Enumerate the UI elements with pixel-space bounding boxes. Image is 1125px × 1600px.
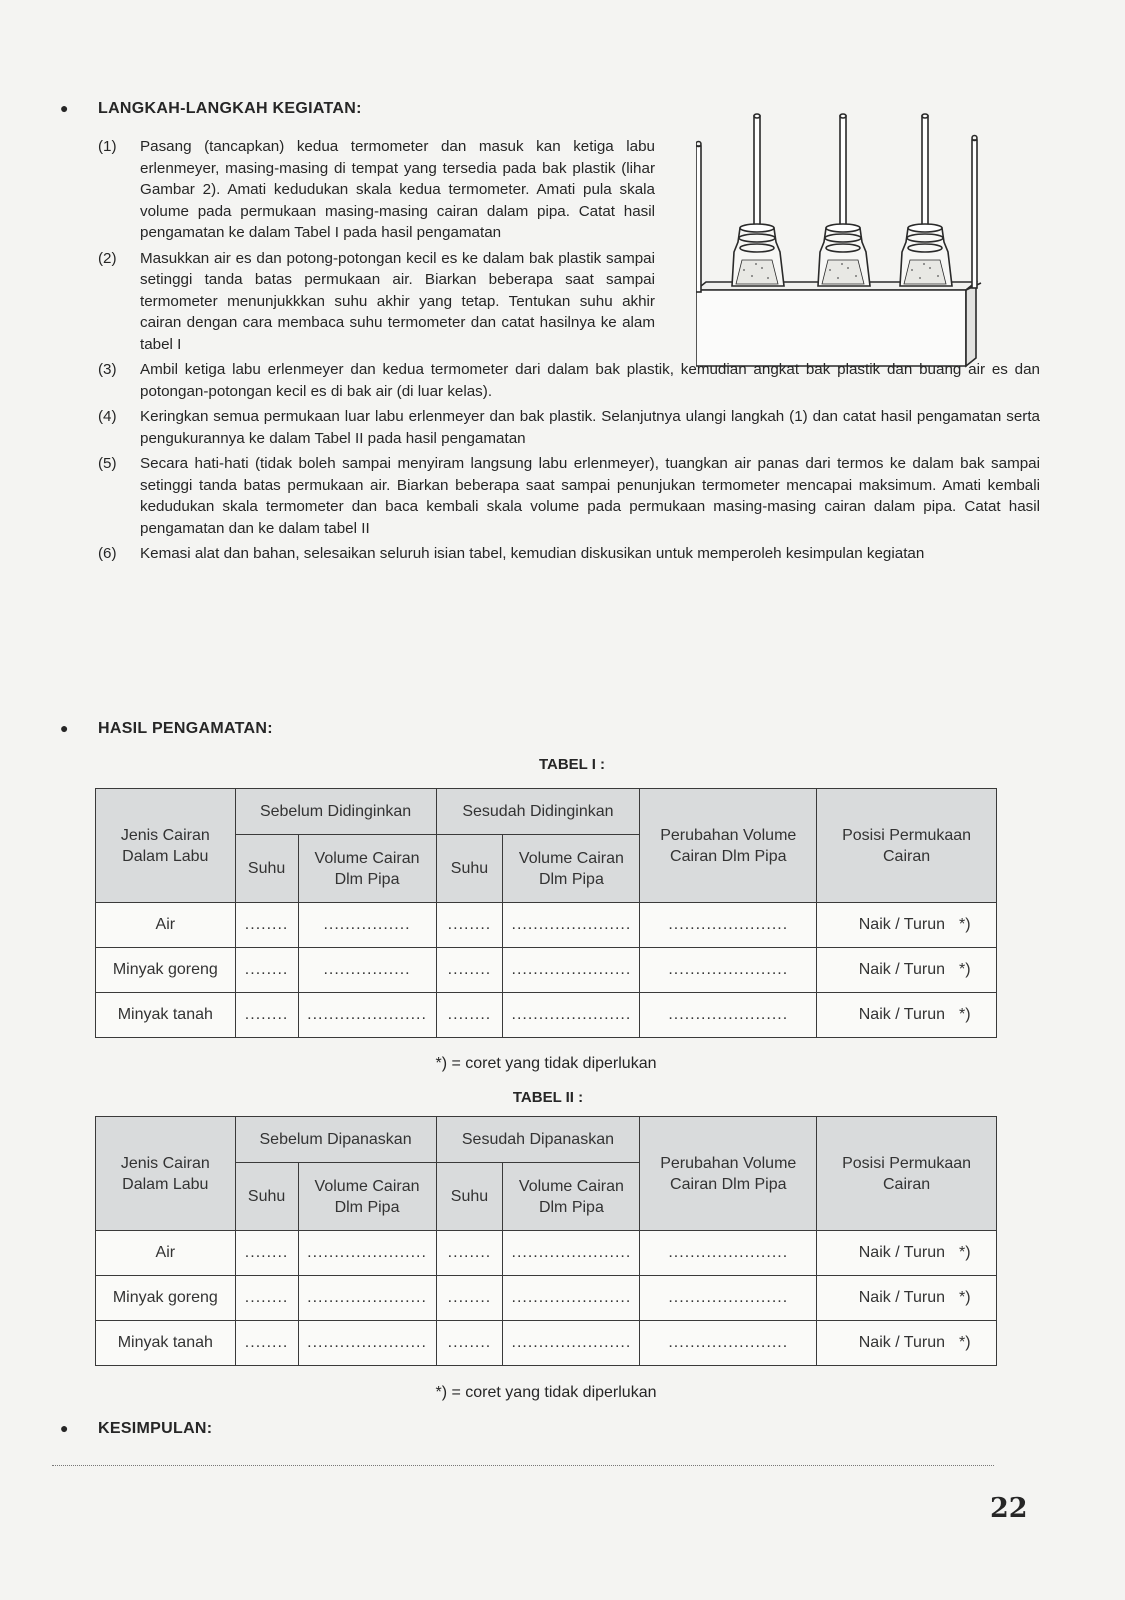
table-row <box>96 903 997 948</box>
naik-turun-text: Naik / Turun <box>858 916 945 933</box>
col-posisi: Posisi Permukaan Cairan <box>817 789 997 903</box>
col-volume: Volume Cairan Dlm Pipa <box>503 1163 640 1231</box>
step-number: (4) <box>98 408 117 425</box>
blank-field[interactable]: ...................... <box>503 1321 640 1366</box>
step-2 <box>98 248 1040 356</box>
kesimpulan-heading <box>60 1420 212 1438</box>
step-number: (3) <box>98 361 117 378</box>
kesimpulan-answer-line[interactable] <box>52 1465 994 1466</box>
blank-field[interactable]: ...................... <box>503 1276 640 1321</box>
posisi-choice[interactable] <box>817 948 997 993</box>
naik-turun-text: Naik / Turun <box>858 961 945 978</box>
table-row <box>96 1231 997 1276</box>
step-5 <box>98 453 1040 539</box>
col-suhu: Suhu <box>436 1163 503 1231</box>
langkah-heading <box>60 100 362 118</box>
step-number: (2) <box>98 249 117 267</box>
blank-field[interactable]: ...................... <box>503 993 640 1038</box>
page-number: 22 <box>990 1493 1028 1524</box>
footnote-mark: *) <box>959 1006 971 1023</box>
footnote-mark: *) <box>959 1244 971 1261</box>
naik-turun-text: Naik / Turun <box>858 1244 945 1261</box>
col-volume: Volume Cairan Dlm Pipa <box>503 835 640 903</box>
tabel1-caption: TABEL I : <box>538 756 606 773</box>
posisi-choice[interactable] <box>817 1231 997 1276</box>
step-number: (1) <box>98 138 117 155</box>
col-posisi: Posisi Permukaan Cairan <box>817 1117 997 1231</box>
step-1 <box>98 136 1040 244</box>
naik-turun-text: Naik / Turun <box>858 1006 945 1023</box>
blank-field[interactable]: ...................... <box>640 1276 817 1321</box>
tabel1-footnote: *) = coret yang tidak diperlukan <box>435 1055 657 1072</box>
blank-field[interactable]: ................ <box>298 948 436 993</box>
table-row <box>96 948 997 993</box>
row-label: Minyak goreng <box>96 1276 236 1321</box>
naik-turun-text: Naik / Turun <box>858 1289 945 1306</box>
footnote-mark: *) <box>959 916 971 933</box>
table-row <box>96 993 997 1038</box>
blank-field[interactable]: ...................... <box>503 903 640 948</box>
tabel2 <box>95 1116 997 1366</box>
steps-list <box>98 136 1040 569</box>
posisi-choice[interactable] <box>817 1321 997 1366</box>
blank-field[interactable]: ...................... <box>640 903 817 948</box>
blank-field[interactable]: ........ <box>436 903 503 948</box>
step-6 <box>98 543 1040 565</box>
blank-field[interactable]: ...................... <box>298 1321 436 1366</box>
col-sebelum: Sebelum Dipanaskan <box>235 1117 436 1163</box>
blank-field[interactable]: ...................... <box>640 1231 817 1276</box>
table-row <box>96 1276 997 1321</box>
col-sebelum: Sebelum Didinginkan <box>235 789 436 835</box>
col-volume: Volume Cairan Dlm Pipa <box>298 1163 436 1231</box>
blank-field[interactable]: ........ <box>235 993 298 1038</box>
blank-field[interactable]: ........ <box>436 1321 503 1366</box>
col-sesudah: Sesudah Dipanaskan <box>436 1117 640 1163</box>
col-jenis-cairan: Jenis Cairan Dalam Labu <box>96 1117 236 1231</box>
bullet-icon: ● <box>60 1420 69 1436</box>
bullet-icon: ● <box>60 100 69 116</box>
hasil-heading <box>60 720 273 738</box>
naik-turun-text: Naik / Turun <box>858 1334 945 1351</box>
blank-field[interactable]: ........ <box>436 993 503 1038</box>
row-label: Minyak tanah <box>96 1321 236 1366</box>
footnote-mark: *) <box>959 1289 971 1306</box>
row-label: Air <box>96 903 236 948</box>
posisi-choice[interactable] <box>817 903 997 948</box>
row-label: Air <box>96 1231 236 1276</box>
col-volume: Volume Cairan Dlm Pipa <box>298 835 436 903</box>
posisi-choice[interactable] <box>817 993 997 1038</box>
col-suhu: Suhu <box>436 835 503 903</box>
tabel2-footnote: *) = coret yang tidak diperlukan <box>435 1384 657 1401</box>
table-row <box>96 1321 997 1366</box>
tabel1 <box>95 788 997 1038</box>
step-text: Keringkan semua permukaan luar labu erlenmeyer dan bak plastik. Selanjutnya ulangi langkah (1) dan catat hasil pengamatan serta pengukurannya ke dalam Tabel II pada hasil pengamatan <box>140 408 1040 447</box>
blank-field[interactable]: ...................... <box>640 1321 817 1366</box>
footnote-mark: *) <box>959 961 971 978</box>
col-jenis-cairan: Jenis Cairan Dalam Labu <box>96 789 236 903</box>
bullet-icon: ● <box>60 720 69 736</box>
blank-field[interactable]: ...................... <box>298 1231 436 1276</box>
blank-field[interactable]: ........ <box>436 948 503 993</box>
blank-field[interactable]: ........ <box>436 1276 503 1321</box>
col-perubahan: Perubahan Volume Cairan Dlm Pipa <box>640 789 817 903</box>
tabel2-caption: TABEL II : <box>512 1089 584 1106</box>
step-text: Ambil ketiga labu erlenmeyer dan kedua termometer dari dalam bak plastik, kemudian angkat bak plastik dan buang air es dan potongan-potongan kecil es di bak air (di luar kelas). <box>140 361 1040 400</box>
blank-field[interactable]: ........ <box>235 1321 298 1366</box>
step-text: Pasang (tancapkan) kedua termometer dan masuk kan ketiga labu erlenmeyer, masing-masing di tempat yang tersedia pada bak plastik (lihar Gambar 2). Amati kedudukan skala kedua termometer. Amati pula skala volume pada permukaan masing-masing cairan dalam pipa. Catat hasil pengamatan ke dalam Tabel I pada hasil pengamatan <box>140 138 655 241</box>
step-number: (6) <box>98 545 117 562</box>
step-number: (5) <box>98 455 117 472</box>
blank-field[interactable]: ........ <box>235 1231 298 1276</box>
langkah-heading-text: LANGKAH-LANGKAH KEGIATAN: <box>98 100 362 117</box>
blank-field[interactable]: ...................... <box>640 948 817 993</box>
blank-field[interactable]: ........ <box>235 903 298 948</box>
step-text: Masukkan air es dan potong-potongan kecil es ke dalam bak plastik sampai setinggi tanda batas permukaan air. Biarkan beberapa saat sampai termometer menunjukkkan suhu akhir yang tetap. Tentukan suhu akhir cairan dengan cara membaca suhu termometer dan catat hasilnya ke alam tabel I <box>140 249 655 353</box>
step-text: Kemasi alat dan bahan, selesaikan seluruh isian tabel, kemudian diskusikan untuk memperoleh kesimpulan kegiatan <box>140 545 925 562</box>
blank-field[interactable]: ...................... <box>503 948 640 993</box>
step-3 <box>98 359 1040 402</box>
posisi-choice[interactable] <box>817 1276 997 1321</box>
step-4 <box>98 406 1040 449</box>
kesimpulan-heading-text: KESIMPULAN: <box>98 1420 213 1437</box>
row-label: Minyak goreng <box>96 948 236 993</box>
blank-field[interactable]: ...................... <box>640 993 817 1038</box>
blank-field[interactable]: ........ <box>436 1231 503 1276</box>
blank-field[interactable]: ...................... <box>298 1276 436 1321</box>
hasil-heading-text: HASIL PENGAMATAN: <box>98 720 273 737</box>
blank-field[interactable]: ...................... <box>298 993 436 1038</box>
footnote-mark: *) <box>959 1334 971 1351</box>
col-perubahan: Perubahan Volume Cairan Dlm Pipa <box>640 1117 817 1231</box>
col-sesudah: Sesudah Didinginkan <box>436 789 640 835</box>
blank-field[interactable]: ........ <box>235 948 298 993</box>
blank-field[interactable]: ........ <box>235 1276 298 1321</box>
row-label: Minyak tanah <box>96 993 236 1038</box>
blank-field[interactable]: ...................... <box>503 1231 640 1276</box>
step-text: Secara hati-hati (tidak boleh sampai menyiram langsung labu erlenmeyer), tuangkan air panas dari termos ke dalam bak sampai setinggi tanda batas permukaan air. Biarkan beberapa saat sampai penunjukan termometer mencapai maksimum. Amati kembali kedudukan skala termometer dan baca kembali skala volume pada permukaan masing-masing cairan dalam pipa. Catat hasil pengamatan dan ke dalam tabel II <box>140 455 1040 537</box>
blank-field[interactable]: ................ <box>298 903 436 948</box>
col-suhu: Suhu <box>235 835 298 903</box>
col-suhu: Suhu <box>235 1163 298 1231</box>
